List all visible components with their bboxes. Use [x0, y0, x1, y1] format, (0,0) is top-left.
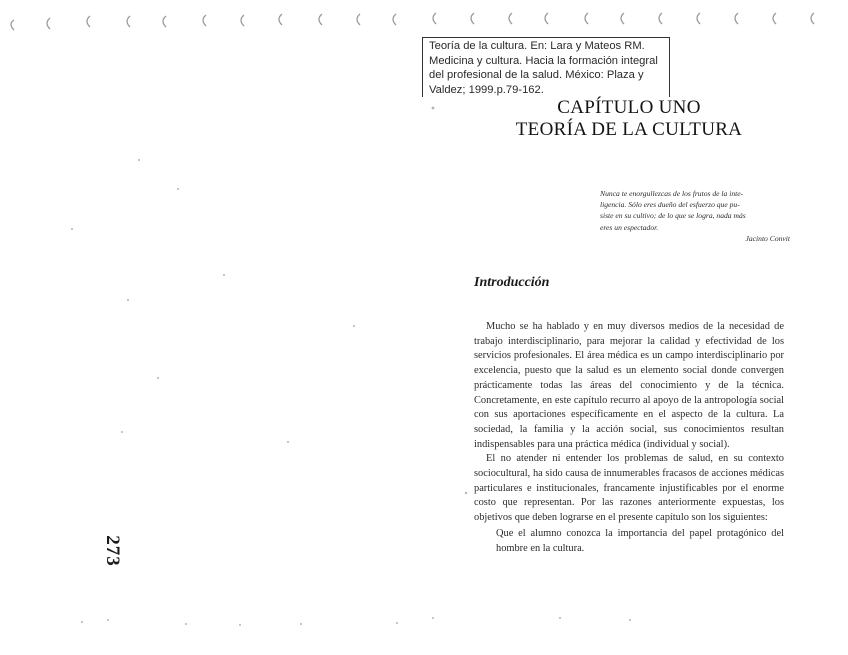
binder-hole-mark: [735, 13, 738, 24]
binder-hole-mark: [127, 16, 130, 27]
binder-hole-mark: [203, 15, 206, 26]
binder-hole-mark: [811, 13, 814, 24]
binder-hole-mark: [319, 14, 322, 25]
binder-hole-mark: [659, 13, 662, 24]
epigraph-line: eres un espectador.: [600, 222, 659, 232]
citation-line: del profesional de la salud. México: Plaza y: [429, 69, 644, 81]
binder-hole-mark: [471, 13, 474, 24]
citation-line: Valdez; 1999.p.79-162.: [429, 83, 544, 96]
binder-hole-mark: [87, 16, 90, 27]
binder-hole-mark: [11, 20, 14, 30]
paragraph: Mucho se ha hablado y en muy diversos medios de la necesidad de trabajo interdisciplinario, para mejorar la calidad y efectividad de los servicios profesionales. El área médica es un campo interdisciplinario por excelencia, puesto que la salud es un elemento social donde convergen prácticamente todas las áreas del conocimiento y de la técnica. Concretamente, en este capítulo recurro al apoyo de la antropología social con sus aportaciones específicamente en el aspecto de la cultura. La sociedad, la familia y la acción social, sus conocimientos resultan indispensables para una práctica médica (individual y social).: [474, 321, 784, 450]
binder-hole-mark: [393, 14, 396, 25]
binder-hole-mark: [163, 16, 166, 27]
binder-hole-mark: [509, 13, 512, 24]
chapter-title: TEORÍA DE LA CULTURA: [515, 119, 743, 140]
epigraph-line: siste en su cultivo; de lo que se logra, nada más: [600, 211, 746, 221]
epigraph-author: Jacinto Convit: [745, 233, 790, 243]
binder-hole-mark: [357, 14, 360, 25]
epigraph-line: Nunca te enorgullezcas de los frutos de la inte-: [600, 189, 744, 198]
citation-line: Medicina y cultura. Hacia la formación integral: [429, 54, 658, 67]
binder-hole-mark: [433, 13, 436, 24]
binder-hole-mark: [773, 13, 776, 24]
page-number: 273: [101, 535, 123, 567]
chapter-number: CAPÍTULO UNO: [557, 97, 701, 118]
binder-hole-mark: [697, 13, 700, 24]
epigraph: [600, 188, 790, 244]
citation-box: [422, 37, 670, 97]
section-heading: Introducción: [474, 275, 550, 290]
binder-hole-mark: [47, 18, 50, 29]
binder-hole-mark: [545, 13, 548, 24]
binder-hole-mark: [279, 14, 282, 25]
binder-hole-mark: [241, 15, 244, 26]
binder-hole-mark: [621, 13, 624, 24]
paragraph: El no atender ni entender los problemas de salud, en su contexto sociocultural, ha sido causa de innumerables fracasos de acciones médicas particulares e institucionales, francamente injustificables por el enorme costo que representan. Por las razones anteriormente expuestas, los objetivos que deben lograrse en el presente capítulo son los siguientes:: [474, 453, 784, 524]
objective-item: Que el alumno conozca la importancia del papel protagónico del hombre en la cultura.: [496, 527, 784, 554]
epigraph-line: ligencia. Sólo eres dueño del esfuerzo que pu-: [600, 200, 740, 210]
binder-hole-mark: [585, 13, 588, 24]
body-text: [474, 320, 784, 556]
citation-line: Teoría de la cultura. En: Lara y Mateos RM.: [429, 40, 645, 52]
